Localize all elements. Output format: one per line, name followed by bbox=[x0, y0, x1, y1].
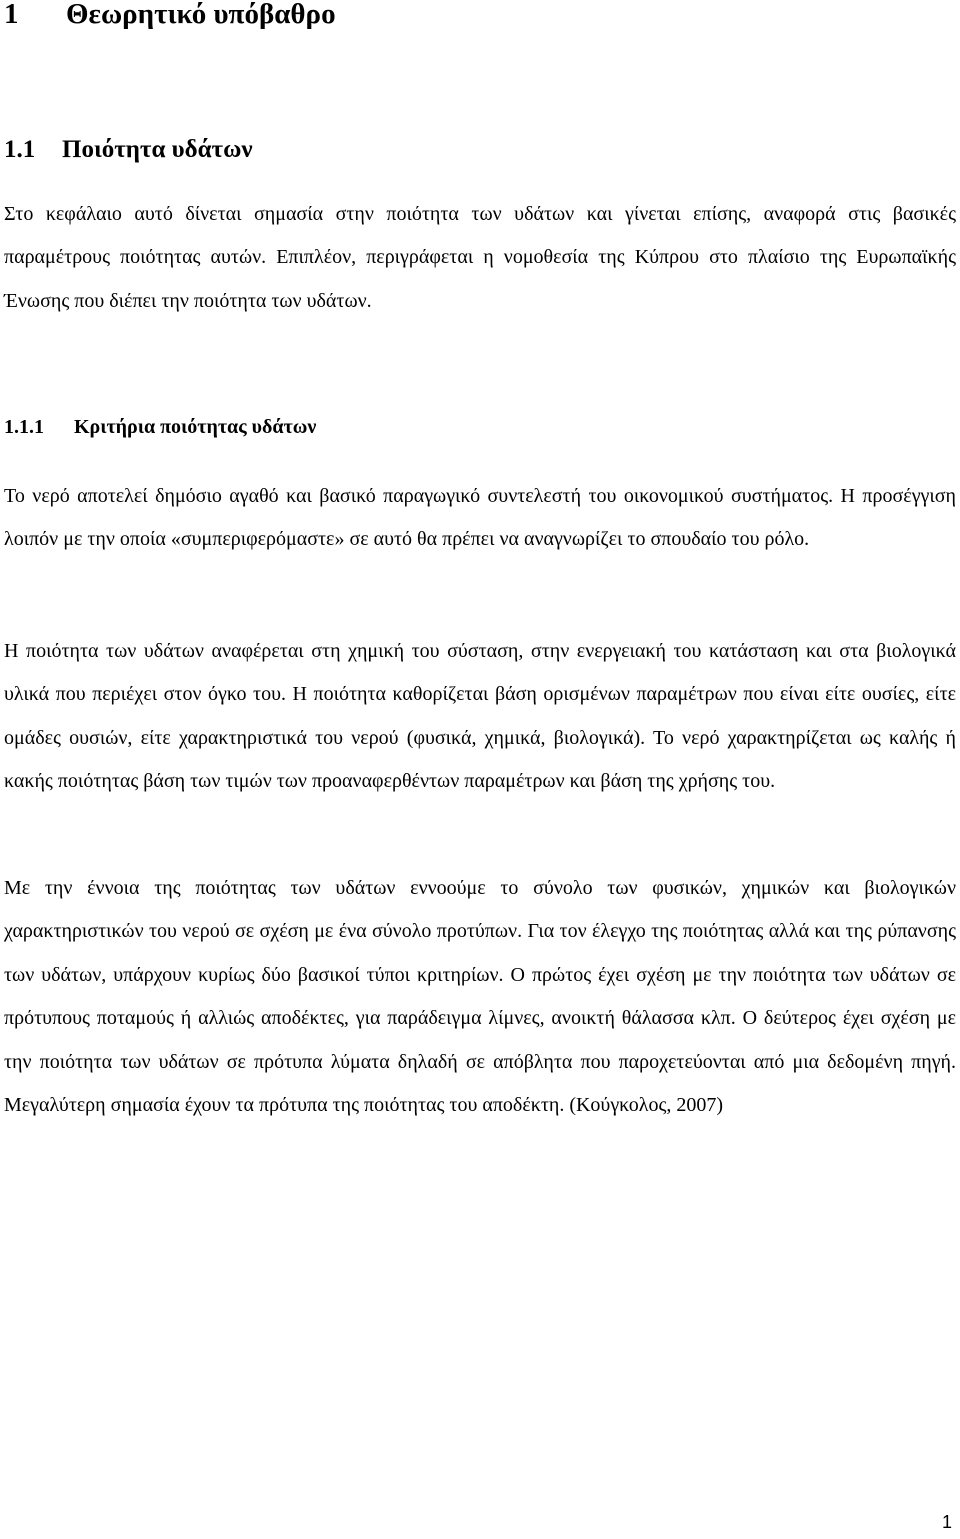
chapter-title: Θεωρητικό υπόβαθρο bbox=[66, 0, 336, 30]
paragraph-quality-criteria: Με την έννοια της ποιότητας των υδάτων εννοούμε το σύνολο των φυσικών, χημικών και βιολογικών χαρακτηριστικών του νερού σε σχέση με ένα σύνολο προτύπων. Για τον έλεγχο της ποιότητας αλλά και της ρύπανσης των υδάτων, υπάρχουν κυρίως δύο βασικοί τύποι κριτηρίων. Ο πρώτος έχει σχέση με την ποιότητα των υδάτων σε πρότυπους ποταμούς ή αλλιώς αποδέκτες, για παράδειγμα λίμνες, ανοικτή θάλασσα κλπ. Ο δεύτερος έχει σχέση με την ποιότητα των υδάτων σε πρότυπα λύματα δηλαδή σε απόβλητα που παροχετεύονται από μια δεδομένη πηγή. Μεγαλύτερη σημασία έχουν τα πρότυπα της ποιότητας του αποδέκτη. (Κούγκολος, 2007) bbox=[4, 877, 956, 1117]
paragraph-intro: Στο κεφάλαιο αυτό δίνεται σημασία στην ποιότητα των υδάτων και γίνεται επίσης, αναφορά στις βασικές παραμέτρους ποιότητας αυτών. Επιπλέον, περιγράφεται η νομοθεσία της Κύπρου στο πλαίσιο της Ευρωπαϊκής Ένωσης που διέπει την ποιότητα των υδάτων. bbox=[4, 203, 956, 312]
section-title: Ποιότητα υδάτων bbox=[62, 136, 253, 163]
subsection-number: 1.1.1 bbox=[4, 416, 44, 438]
paragraph-water-public-good: Το νερό αποτελεί δημόσιο αγαθό και βασικό παραγωγικό συντελεστή του οικονομικού συστήματος. Η προσέγγιση λοιπόν με την οποία «συμπεριφερόμαστε» σε αυτό θα πρέπει να αναγνωρίζει το σπουδαίο του ρόλο. bbox=[4, 485, 956, 551]
subsection-title: Κριτήρια ποιότητας υδάτων bbox=[74, 416, 317, 438]
page-number: 1 bbox=[941, 1512, 952, 1532]
subsection-heading bbox=[4, 412, 316, 442]
chapter-number: 1 bbox=[4, 0, 19, 30]
paragraph-water-quality-definition: Η ποιότητα των υδάτων αναφέρεται στη χημική του σύσταση, στην ενεργειακή του κατάσταση και στα βιολογικά υλικά που περιέχει στον όγκο του. Η ποιότητα καθορίζεται βάση ορισμένων παραμέτρων που είναι είτε ουσίες, είτε ομάδες ουσιών, είτε χαρακτηριστικά του νερού (φυσικά, χημικά, βιολογικά). Το νερό χαρακτηρίζεται ως καλής ή κακής ποιότητας βάση των τιμών των προαναφερθέντων παραμέτρων και βάση της χρήσης του. bbox=[4, 640, 956, 793]
section-number: 1.1 bbox=[4, 136, 36, 163]
section-heading bbox=[4, 132, 253, 168]
chapter-heading bbox=[4, 0, 336, 34]
